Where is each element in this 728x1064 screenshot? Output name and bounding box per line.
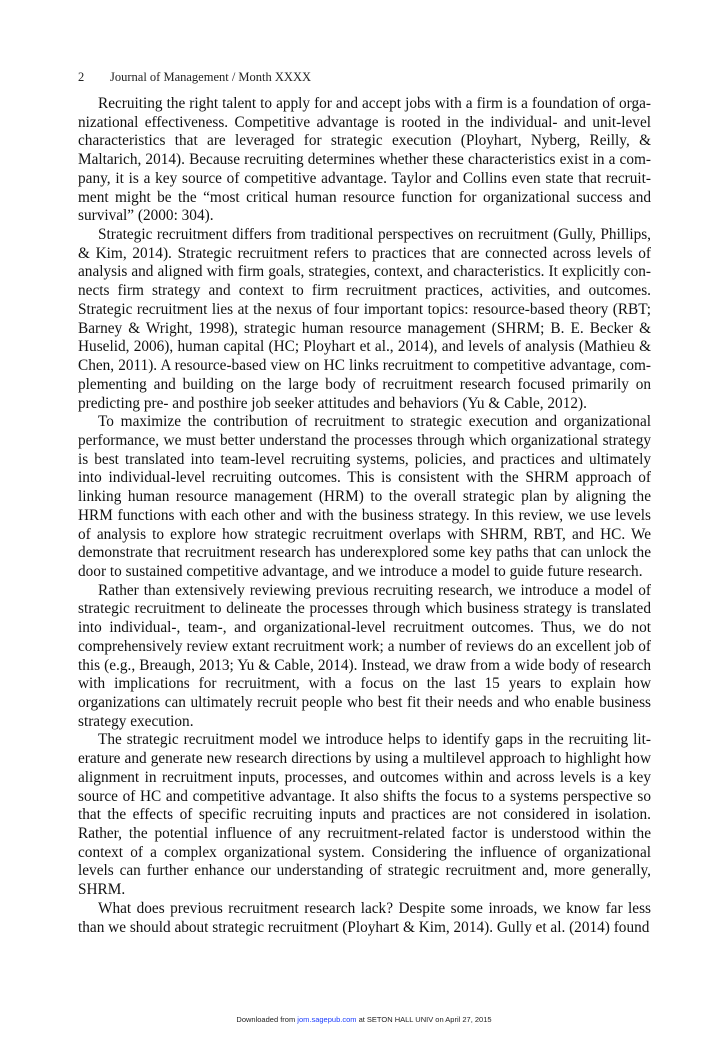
download-footer: [0, 1015, 728, 1024]
journal-title: Journal of Management / Month XXXX: [110, 70, 312, 84]
paragraph-4: Rather than extensively reviewing previous recruiting research, we introduce a model of strategic recruitment to delineate the processes through which business strategy is translated into individual-, team-, and organizational-level recruitment outcomes. Thus, we do not comprehensively review extant recruitment work; a number of reviews do an excellent job of this (e.g., Breaugh, 2013; Yu & Cable, 2014). Instead, we draw from a wide body of research with implications for recruitment, with a focus on the last 15 years to explain how organizations can ultimately recruit people who best fit their needs and who enable business strategy execution.: [78, 581, 651, 730]
footer-suffix: at SETON HALL UNIV on April 27, 2015: [356, 1015, 492, 1024]
footer-prefix: Downloaded from: [236, 1015, 298, 1024]
article-body: [78, 95, 651, 937]
paragraph-1: Recruiting the right talent to apply for and accept jobs with a firm is a foundation of organizational effectiveness. Competitive advantage is rooted in the individual- and unit-level characteristics that are leveraged for strategic execution (Ployhart, Nyberg, Reilly, & Maltarich, 2014). Because recruiting determines whether these characteristics exist in a company, it is a key source of competitive advantage. Taylor and Collins even state that recruitment might be the “most critical human resource function for organizational success and survival” (2000: 304).: [78, 95, 651, 225]
paragraph-3: To maximize the contribution of recruitment to strategic execution and organizational performance, we must better understand the processes through which organizational strategy is best translated into team-level recruiting systems, policies, and practices and ultimately into individual-level recruiting outcomes. This is consistent with the SHRM approach of linking human resource management (HRM) to the overall strategic plan by aligning the HRM functions with each other and with the business strategy. In this review, we use levels of analysis to explore how strategic recruitment overlaps with SHRM, RBT, and HC. We demonstrate that recruitment research has underexplored some key paths that can unlock the door to sustained competitive advantage, and we introduce a model to guide future research.: [78, 413, 651, 580]
journal-site-link[interactable]: jom.sagepub.com: [297, 1015, 357, 1024]
running-head: [78, 70, 311, 85]
paragraph-2: Strategic recruitment differs from traditional perspectives on recruitment (Gully, Phillips, & Kim, 2014). Strategic recruitment refers to practices that are connected across levels of analysis and aligned with firm goals, strategies, context, and characteristics. It explicitly connects firm strategy and context to firm recruitment practices, activities, and outcomes. Strategic recruitment lies at the nexus of four important topics: resource-based theory (RBT; Barney & Wright, 1998), strategic human resource management (SHRM; B. E. Becker & Huselid, 2006), human capital (HC; Ployhart et al., 2014), and levels of analysis (Mathieu & Chen, 2011). A resource-based view on HC links recruitment to competitive advantage, complementing and building on the large body of recruitment research focused primarily on predicting pre- and posthire job seeker attitudes and behaviors (Yu & Cable, 2012).: [78, 226, 651, 412]
paragraph-6: What does previous recruitment research lack? Despite some inroads, we know far less than we should about strategic recruitment (Ployhart & Kim, 2014). Gully et al. (2014) found: [78, 899, 651, 936]
page-number: 2: [78, 70, 85, 84]
paragraph-5: The strategic recruitment model we introduce helps to identify gaps in the recruiting literature and generate new research directions by using a multilevel approach to highlight how alignment in recruitment inputs, processes, and outcomes within and across levels is a key source of HC and competitive advantage. It also shifts the focus to a systems perspective so that the effects of specific recruiting inputs and practices are not considered in isolation. Rather, the potential influence of any recruitment-related factor is understood within the context of a complex organizational system. Considering the influence of organizational levels can further enhance our understanding of strategic recruitment and, more generally, SHRM.: [78, 731, 651, 899]
